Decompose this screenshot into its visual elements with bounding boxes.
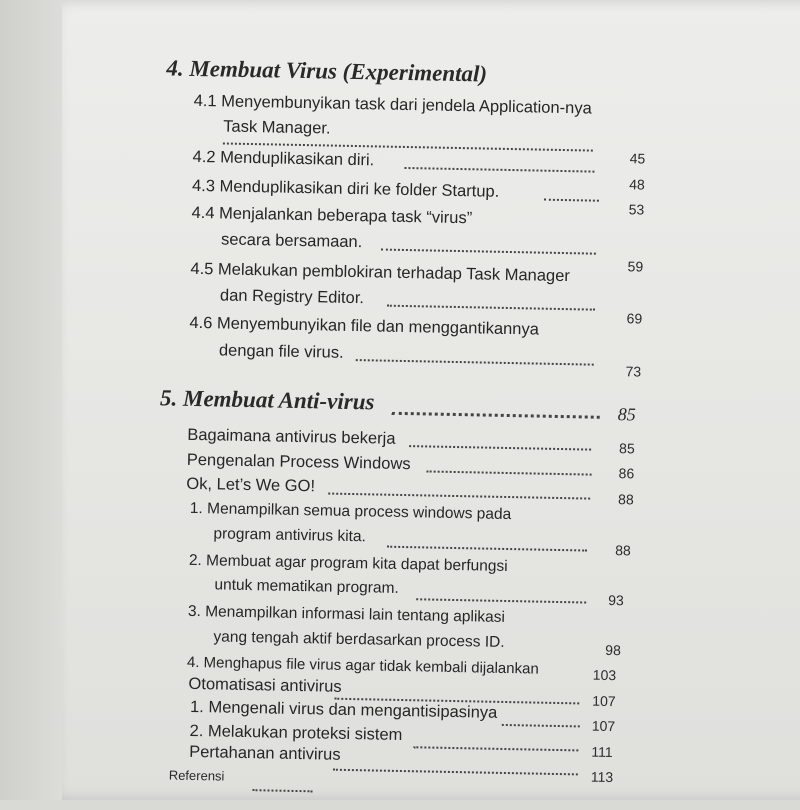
toc-item-process-windows: Pengenalan Process Windows — [186, 450, 411, 474]
leader-dots — [404, 167, 594, 173]
toc-item-4-6-line2: dengan file virus. — [218, 341, 344, 362]
leader-dots — [333, 769, 578, 776]
leader-dots — [409, 445, 591, 450]
leader-dots — [381, 249, 596, 255]
toc-item-how-antivirus-works: Bagaimana antivirus bekerja — [187, 425, 396, 448]
toc-item-recognize-virus: 1. Mengenali virus dan mengantisipasinya — [189, 697, 498, 722]
leader-dots — [356, 359, 594, 366]
toc-item-4-4-line1: 4.4 Menjalankan beberapa task “virus” — [191, 203, 473, 228]
leader-dots — [328, 493, 590, 500]
leader-dots — [502, 724, 580, 727]
leader-dots — [413, 746, 578, 751]
toc-item-4-1-line1: 4.1 Menyembunyikan task dari jendela Application-nya — [193, 91, 592, 118]
section-5-page: 85 — [617, 404, 636, 425]
leader-dots — [544, 199, 599, 202]
toc-page-4-5: 69 — [626, 310, 643, 327]
leader-dots — [387, 546, 587, 552]
toc-step-2-line1: 2. Membuat agar program kita dapat berfungsi — [188, 551, 508, 576]
toc-item-antivirus-defense: Pertahanan antivirus — [189, 742, 341, 764]
section-5-title: 5. Membuat Anti-virus — [159, 385, 375, 415]
toc-item-4-6-line1: 4.6 Menyembunyikan file dan menggantikannya — [189, 313, 540, 339]
toc-step-4: 4. Menghapus file virus agar tidak kembali dijalankan — [186, 653, 539, 678]
toc-item-4-1-line2: Task Manager. — [223, 117, 331, 138]
toc-page-step-4: 103 — [592, 666, 617, 684]
leader-dots — [252, 789, 312, 792]
toc-page-process-windows: 86 — [618, 465, 635, 482]
leader-dots — [387, 305, 595, 311]
toc-page-step-3: 98 — [605, 641, 621, 659]
leader-dots — [392, 412, 600, 419]
toc-page-4-3: 53 — [628, 201, 645, 218]
toc-item-4-5-line2: dan Registry Editor. — [219, 286, 365, 308]
toc-step-3-line2: yang tengah aktif berdasarkan process ID. — [213, 628, 505, 651]
toc-item-4-3: 4.3 Menduplikasikan diri ke folder Startup. — [191, 176, 500, 201]
toc-item-system-protection: 2. Melakukan proteksi sistem — [189, 721, 403, 745]
section-4-title: 4. Membuat Virus (Experimental) — [166, 55, 488, 87]
toc-item-4-4-line2: secara bersamaan. — [220, 230, 363, 252]
toc-step-2-line2: untuk mematikan program. — [214, 576, 399, 597]
toc-page-recognize-virus: 107 — [591, 717, 616, 735]
toc-item-4-5-line1: 4.5 Melakukan pemblokiran terhadap Task Manager — [190, 259, 571, 286]
toc-step-1-line2: program antivirus kita. — [213, 525, 367, 546]
toc-page-4-1: 45 — [629, 150, 646, 167]
leader-dots — [427, 470, 592, 475]
toc-step-1-line1: 1. Menampilkan semua process windows pada — [189, 499, 512, 524]
toc-page-antivirus-defense: 113 — [590, 768, 614, 786]
footer-referensi: Referensi — [168, 767, 225, 784]
toc-page-step-1: 88 — [615, 542, 631, 559]
leader-dots — [416, 598, 586, 603]
toc-page-4-2: 48 — [629, 176, 645, 193]
toc-page-4-4: 59 — [627, 258, 644, 275]
toc-page-lets-go: 88 — [618, 491, 634, 508]
toc-item-lets-go: Ok, Let’s We GO! — [186, 474, 316, 496]
toc-step-3-line1: 3. Menampilkan informasi lain tentang aplikasi — [187, 602, 506, 626]
toc-page-system-protection: 111 — [591, 743, 613, 761]
toc-page-4-6: 73 — [625, 363, 642, 380]
toc-item-4-2: 4.2 Menduplikasikan diri. — [192, 147, 375, 170]
toc-page-how-antivirus-works: 85 — [618, 440, 635, 457]
toc-page-step-2: 93 — [608, 591, 624, 609]
toc-page-automation: 107 — [592, 692, 616, 710]
toc-item-automation: Otomatisasi antivirus — [188, 674, 342, 696]
